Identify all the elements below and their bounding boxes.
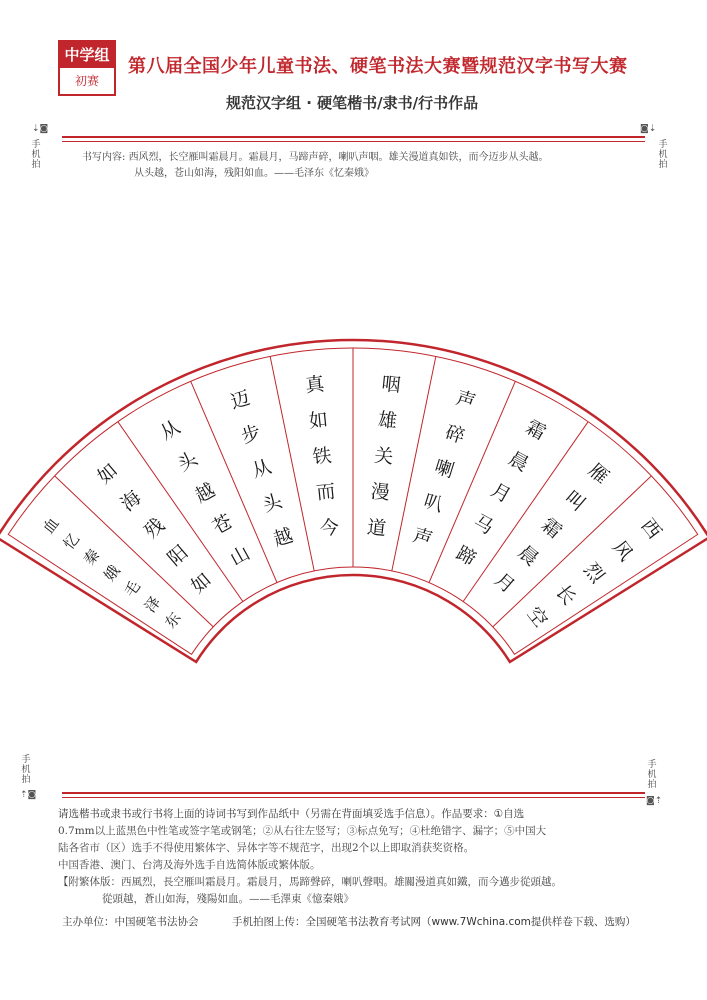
side-tag-top-right: 手机拍 xyxy=(658,140,668,170)
side-tag-bottom-left: 手机拍 xyxy=(21,755,31,785)
fan-character: 碎 xyxy=(442,421,468,448)
fan-character: 空 xyxy=(522,602,552,632)
fan-character: 马 xyxy=(469,510,498,539)
footer-organizer: 主办单位：中国硬笔书法协会 xyxy=(62,916,199,928)
instructions-block xyxy=(58,806,648,908)
fan-character: 霜 xyxy=(522,416,550,445)
fan-character: 蹄 xyxy=(452,541,480,571)
fan-character: 山 xyxy=(226,541,254,571)
fan-character: 喇 xyxy=(431,455,457,483)
fan-character: 东 xyxy=(161,608,185,632)
fan-character: 残 xyxy=(140,513,169,543)
fan-character: 从 xyxy=(156,416,184,445)
side-tag-top-left: 手机拍 xyxy=(31,140,41,170)
fan-character: 铁 xyxy=(311,444,333,469)
fan-character: 长 xyxy=(551,580,581,610)
fan-character: 真 xyxy=(304,373,326,397)
fan-character: 步 xyxy=(238,421,264,448)
badge-group: 中学组 xyxy=(60,42,114,68)
fan-character: 声 xyxy=(453,386,479,414)
badge-round: 初赛 xyxy=(74,74,99,88)
fan-character: 漫 xyxy=(369,480,391,505)
fan-character: 风 xyxy=(607,536,637,566)
fan-character: 声 xyxy=(410,524,436,552)
fan-character: 忆 xyxy=(59,530,84,553)
fan-character: 头 xyxy=(260,489,285,517)
camera-icon: ◙⇣ xyxy=(640,124,657,134)
fan-character: 而 xyxy=(315,480,337,505)
fan-character: 越 xyxy=(270,524,296,552)
fan-character: 雄 xyxy=(376,408,399,433)
fan-character: 从 xyxy=(249,455,275,483)
fan-character: 雁 xyxy=(583,459,613,489)
fan-character: 霜 xyxy=(537,513,566,543)
fan-character: 月 xyxy=(487,479,515,508)
content-line-1: 西风烈，长空雁叫霜晨月。霜晨月，马蹄声碎，喇叭声咽。雄关漫道真如铁，而今迈步从头越。 xyxy=(128,152,549,163)
fan-character: 咽 xyxy=(380,373,402,397)
fan-character: 叭 xyxy=(421,489,446,517)
fan-character: 烈 xyxy=(579,558,609,588)
fan-character: 如 xyxy=(186,568,216,598)
fan-character: 关 xyxy=(373,444,395,469)
fan-character: 娥 xyxy=(100,561,124,585)
fan-character: 迈 xyxy=(227,386,253,414)
fan-character: 如 xyxy=(307,408,330,433)
fan-character: 今 xyxy=(318,516,341,541)
instructions-line: 陆各省市（区）选手不得使用繁体字、异体字等不规范字，出现2个以上即取消获奖资格。 xyxy=(58,842,475,854)
fan-character: 越 xyxy=(191,479,219,508)
fan-character: 晨 xyxy=(504,447,532,476)
fan-character: 西 xyxy=(636,514,666,544)
fan-character: 月 xyxy=(490,568,520,598)
fan-character: 秦 xyxy=(79,545,104,569)
fan-character: 苍 xyxy=(208,510,237,539)
fan-character: 毛 xyxy=(120,577,145,601)
content-line-2: 从头越，苍山如海，残阳如血。——毛泽东《忆秦娥》 xyxy=(134,168,374,179)
camera-icon: ◙⇡ xyxy=(646,796,663,806)
fan-character: 阳 xyxy=(163,541,193,571)
page-title: 第八届全国少年儿童书法、硬笔书法大赛暨规范汉字书写大赛 xyxy=(128,56,628,77)
camera-icon: ⇣◙ xyxy=(32,124,49,134)
instructions-line: 從頭越，蒼山如海，殘陽如血。——毛澤東《憶秦娥》 xyxy=(102,893,354,905)
instructions-heading: 请选楷书或隶书或行书将上面的诗词书写到作品纸中（另需在背面填妥选手信息）。作品要求：①自选 xyxy=(58,808,525,820)
fan-character: 如 xyxy=(93,459,123,489)
instructions-line: 中国香港、澳门、台湾及海外选手自选简体版或繁体版。 xyxy=(58,859,321,871)
fan-character: 头 xyxy=(174,447,202,476)
fan-character: 海 xyxy=(116,486,146,516)
fan-character: 晨 xyxy=(513,541,543,571)
content-label: 书写内容: xyxy=(82,152,126,163)
footer-upload: 手机拍图上传：全国硬笔书法教育考试网（www.7Wchina.com提供样卷下载、选购） xyxy=(232,916,636,928)
fan-character: 道 xyxy=(365,516,388,541)
camera-icon: ⇡◙ xyxy=(20,790,37,800)
instructions-line: 【附繁体版：西風烈，長空雁叫霜晨月。霜晨月，馬蹄聲碎，喇叭聲咽。雄關漫道真如鐵，而今邁步從頭越。 xyxy=(58,876,562,888)
fan-character: 泽 xyxy=(140,593,165,617)
fan-character: 血 xyxy=(39,514,63,538)
instructions-line: 0.7mm以上蓝黑色中性笔或签字笔或钢笔；②从右往左竖写；③标点免写；④杜绝错字、漏字；⑤中国大 xyxy=(58,825,547,837)
fan-character: 叫 xyxy=(560,486,590,516)
side-tag-bottom-right: 手机拍 xyxy=(647,760,657,790)
page-subtitle: 规范汉字组 · 硬笔楷书/隶书/行书作品 xyxy=(226,94,479,112)
